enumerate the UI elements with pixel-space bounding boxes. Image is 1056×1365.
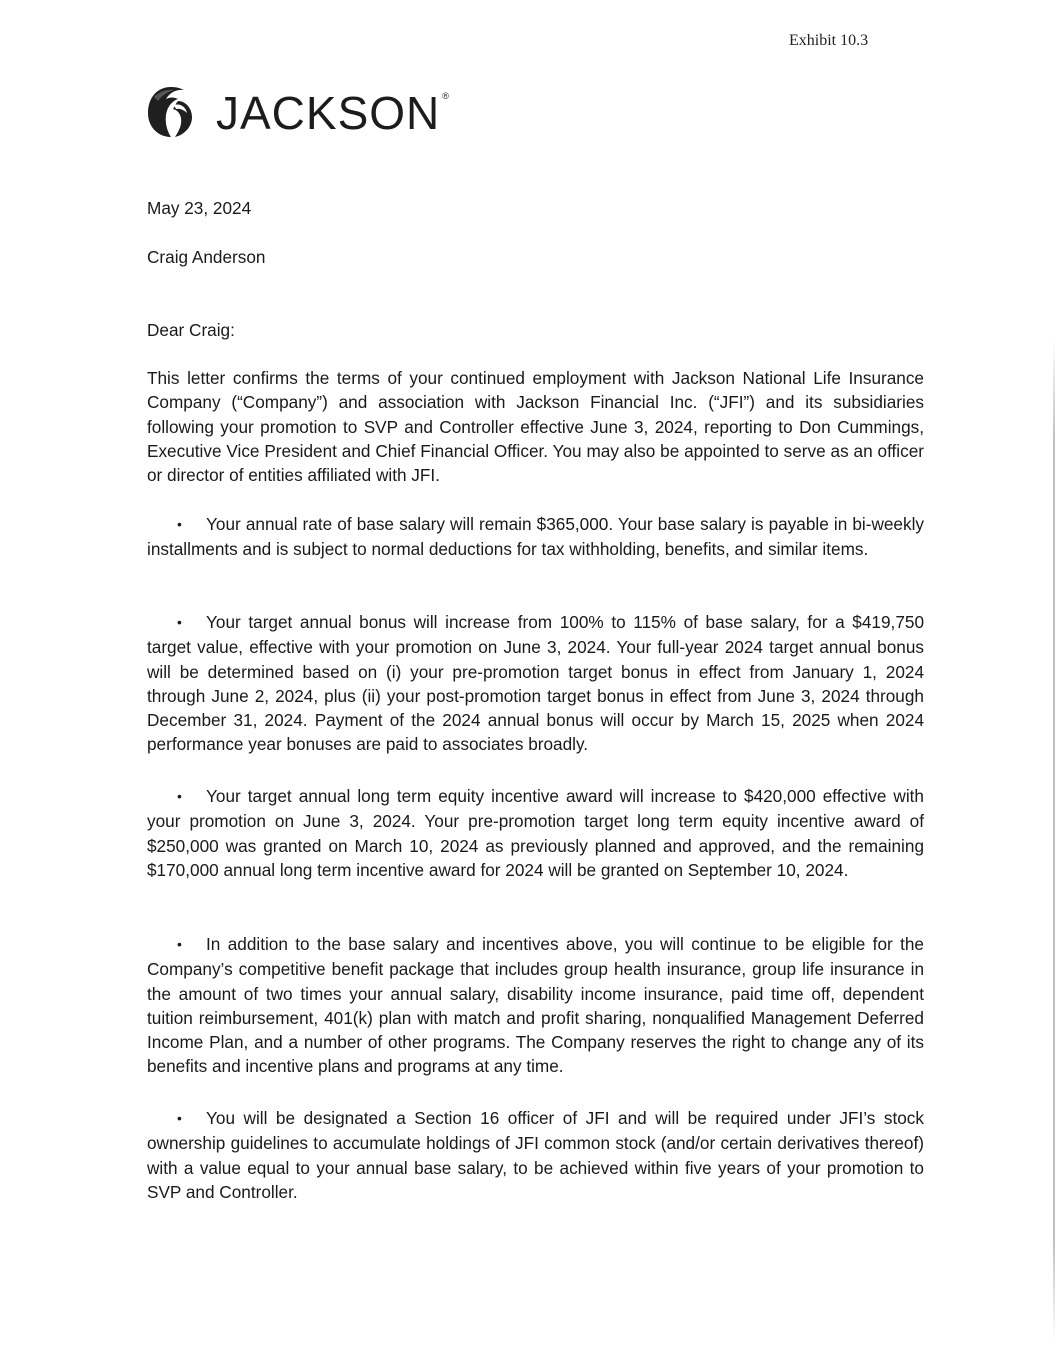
exhibit-label: Exhibit 10.3 (789, 32, 869, 49)
registered-mark: ® (442, 91, 450, 101)
logo-wordmark: JACKSON ® (216, 87, 450, 139)
bullet-text: Your annual rate of base salary will remain $365,000. Your base salary is payable in bi-weekly installments and is subject to normal deductions for tax withholding, benefits, and similar items. (147, 514, 924, 560)
letter-date: May 23, 2024 (147, 198, 252, 218)
bullet-text: You will be designated a Section 16 officer of JFI and will be required under JFI’s stock ownership guidelines to accumulate holdings of JFI common stock (and/or certain derivatives thereof) with a value equal to your annual base salary, to be achieved within five years of your promotion to SVP and Controller. (147, 1108, 924, 1202)
salutation: Dear Craig: (147, 320, 235, 340)
bullet-benefits (147, 932, 924, 1079)
bullet-section-16 (147, 1106, 924, 1204)
bullet-marker: • (177, 936, 182, 952)
bullet-text: Your target annual long term equity incentive award will increase to $420,000 effective with your promotion on June 3, 2024. Your pre-promotion target long term equity incentive award of $250,000 was granted on March 10, 2024 as previously planned and approved, and the remaining $170,000 annual long term incentive award for 2024 will be granted on September 10, 2024. (147, 786, 924, 880)
bullet-text: In addition to the base salary and incentives above, you will continue to be eligible for the Company’s competitive benefit package that includes group health insurance, group life insurance in the amount of two times your annual salary, disability income insurance, paid time off, dependent tuition reimbursement, 401(k) plan with match and profit sharing, nonqualified Management Deferred Income Plan, and a number of other programs. The Company reserves the right to change any of its benefits and incentive plans and programs at any time. (147, 934, 924, 1077)
bullet-text: Your target annual bonus will increase from 100% to 115% of base salary, for a $419,750 target value, effective with your promotion on June 3, 2024. Your full-year 2024 target annual bonus will be determined based on (i) your pre-promotion target bonus in effect from January 1, 2024 through June 2, 2024, plus (ii) your post-promotion target bonus in effect from June 3, 2024 through December 31, 2024. Payment of the 2024 annual bonus will occur by March 15, 2025 when 2024 performance year bonuses are paid to associates broadly. (147, 612, 924, 755)
bullet-marker: • (177, 1110, 182, 1126)
intro-paragraph: This letter confirms the terms of your continued employment with Jackson National Life Insurance Company (“Company”) and association with Jackson Financial Inc. (“JFI”) and its subsidiaries following your promotion to SVP and Controller effective June 3, 2024, reporting to Don Cummings, Executive Vice President and Chief Financial Officer. You may also be appointed to serve as an officer or director of entities affiliated with JFI. (147, 368, 924, 486)
company-logo (144, 80, 448, 144)
bullet-annual-bonus (147, 610, 924, 757)
bullet-marker: • (177, 614, 182, 630)
scan-edge-divider (1053, 340, 1055, 1340)
horse-head-logo-icon (144, 83, 198, 141)
bullet-base-salary (147, 512, 924, 562)
bullet-marker: • (177, 516, 182, 532)
bullet-marker: • (177, 788, 182, 804)
recipient-name: Craig Anderson (147, 247, 266, 267)
bullet-equity-incentive (147, 784, 924, 882)
